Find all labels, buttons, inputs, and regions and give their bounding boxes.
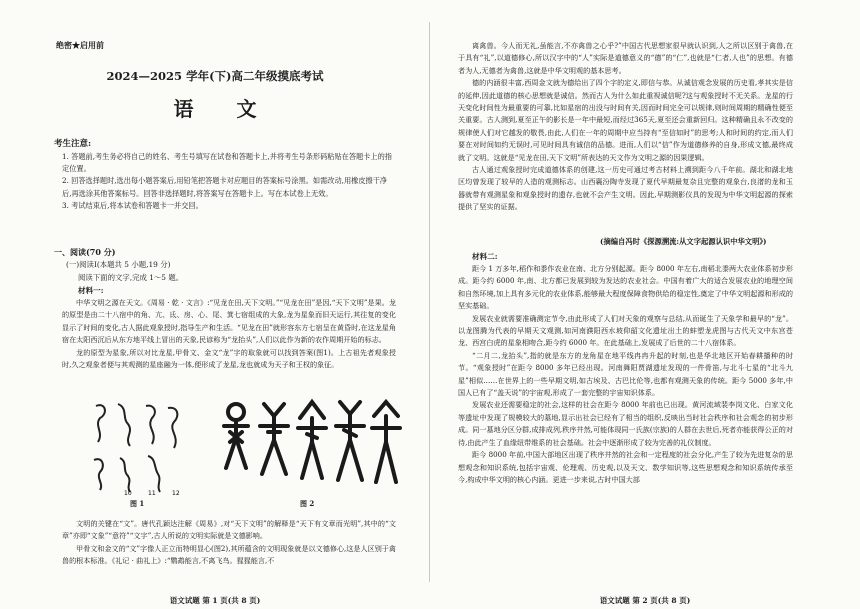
figure-number: 11 — [148, 490, 156, 496]
subsection-heading: (一)阅读Ⅰ(本题共 5 小题,19 分) — [66, 260, 171, 269]
notice-item: 3. 考试结束后,将本试卷和答题卡一并交回。 — [62, 200, 203, 210]
paragraph: 甲骨文和金文的“文”字像人正立而特明显心(图2),其所蕴含的文明现象就是以文德修心,这是人区别于禽兽的根本标准。《礼记 · 曲礼上》:“鹦鹉能言,不离飞鸟。猩猩能言,不 — [62, 543, 396, 566]
figure-1-caption: 图 1 — [130, 499, 145, 508]
material-one-text-continued — [62, 518, 396, 590]
section-heading: 一、阅读(70 分) — [54, 247, 116, 257]
figure-1-dragon-glyphs — [88, 398, 192, 496]
paragraph: 离禽兽。今人而无礼,虽能言,不亦禽兽之心乎?”中国古代思想家很早就认识到,人之所以区别于禽兽,在于具有“礼”,以道德修心,所以汉字中的“人”实际是道德意义的“德”的“仁”,也就是“仁者,人也”的思想。有德者为人,无德者为禽兽,这就是中华文明观的基本思考。 — [458, 41, 793, 75]
exam-title: 2024—2025 学年(下)高二年级摸底考试 — [106, 69, 324, 83]
paragraph: 古人通过观象授时完成道德体系的创建,这一历史可通过考古材料上溯到距今八千年前。湖北和湖北地区均曾发现了较早的人造的观测标志。山西襄汾陶寺发现了夏代早期最复杂且完整的观象台,良渚的龙和玉器就带有观测星象和观象授时的遗存,也就不会产生文明。因此,早期测影仪具的发现为中华文明起源的探索提供了坚实的证据。 — [458, 165, 793, 212]
subject-title: 语 文 — [173, 97, 275, 121]
notice-heading: 考生注意: — [54, 139, 92, 149]
figure-2-wen-glyphs — [218, 398, 404, 498]
material-two-label: 材料二: — [472, 252, 498, 261]
material-two-text — [458, 263, 793, 589]
paragraph: 发展农业就需要准确测定节令,由此形成了人们对天象的观察与总结,从而诞生了天象学和最早的“龙”。以龙图腾为代表的早期天文观测,如河南濮阳西水坡仰韶文化遗址出土的蚌塑龙虎图与古代天文中东宫苍龙、西宫白虎的星象相吻合,距今约 6000 年。在此基础上,发展成了后世的二十八宿体系。 — [458, 313, 793, 348]
paragraph: 距今 1 万多年,稻作和黍作农业在南、北方分别起源。距今 8000 年左右,南稻北黍两大农业体系初步形成。距今约 6000 年,南、北方都已发展到较为发达的农业社会。中国有着广大的适合发展农业的地理空间和自然环境,加上具有多元化的农业体系,能够最大程度保障食物供给的稳定性,奠定了中华文明起源和形成的坚实基础。 — [458, 264, 793, 311]
paragraph: “二月二,龙抬头”,指的就是东方的龙角星在地平线冉冉升起的时刻,也是华北地区开始春耕播种的时节。“观象授时”在距今 8000 多年已经出现。河南舞阳贾湖遗址发现的一件骨笛,与北斗七星的“北斗九星”相似……在世界上的一些早期文明,如古埃及、古巴比伦等,也都有观测天象的传统。距今 5000 多年,中国人已有了“盖天说”的宇宙观,形成了一套完整的宇宙知识体系。 — [458, 350, 793, 398]
source-citation: (摘编自冯时《探源溯流:从文字起源认识中华文明》) — [600, 237, 767, 246]
paragraph: 中华文明之源在天文。《周易 · 乾 · 文言》:“见龙在田,天下文明。”“见龙在田”是因,“天下文明”是果。龙的原型是由二十八宿中的角、亢、氐、房、心、尾、箕七宿组成的大象,龙为星象而旧天运行,其往复的变化显示了时间的变化,古人据此观象授时,指导生产和生活。“见龙在田”就形容东方七宿呈在黄昏时,在这龙星角宿在太阳西沉后从东方地平线上冒出的天象,民谚称为“龙抬头”,人们以此作为新的农作周期开始的标志。 — [62, 298, 396, 345]
notice-list — [62, 151, 394, 212]
paragraph: 文明的关键在“文”。唐代孔颖达注解《周易》,对“天下文明”的解释是“天下有文章而光明”,其中的“文章”亦即“文象”“意符”“文字”,古人所说的文明实际就是文德影响。 — [62, 519, 396, 541]
material-one-text-end — [458, 40, 793, 236]
material-one-text — [62, 297, 396, 397]
confidential-mark: 绝密★启用前 — [56, 40, 104, 50]
reading-instruction: 阅读下面的文字,完成 1～5 题。 — [78, 273, 184, 282]
figure-number: 12 — [172, 490, 180, 496]
material-one-label: 材料一: — [78, 286, 104, 295]
figure-2-caption: 图 2 — [300, 499, 315, 508]
paragraph: 距今 8000 年前,中国大部地区出现了秩序井然的社会和一定程度的社会分化,产生了较为先进复杂的思想观念和知识系统,包括宇宙观、伦理观、历史观,以及天文、数学知识等,这些思想观念和知识系统传承至今,构成中华文明的核心内涵。更进一步来说,古时中国大部 — [458, 450, 793, 484]
page-footer: 语文试题 第 1 页(共 8 页) — [169, 596, 261, 605]
page-2 — [430, 0, 860, 609]
paragraph: 德的内涵很丰富,西周金文就为德给出了四个字的定义,即信与恭。从诚信观念发展的历史看,孝其实是信的延伸,因此道德的核心思想就是诚信。然而古人为什么如此重视诚信呢?这与观象授时不无关系。龙星的行天变化时间性为最重要的可靠,比如星宿的出没与时间有关,因而时间完全可以规律,则时间周期的精确性便至关重要。古人测到,夏至正午的影长是一年中最短,而经过365天,夏至还会重新回归。这种精确且永不改变的规律使人们对它越发的敬畏,由此,人们在一年的周期中应当持有“至信如时”的思考;人和时间的约定,而人们要在对时间如约无误时,可见时间具有诚信的品德。进而,人们以“信”作为道德修养的自身,形成文德,最终成就了文明。这就是“见龙在田,天下文明”所表达的天文作为文明之源的因果逻辑。 — [458, 78, 793, 162]
page-footer: 语文试题 第 2 页(共 8 页) — [599, 596, 691, 605]
notice-item: 2. 回答选择题时,选出每小题答案后,用铅笔把答题卡对应题目的答案标号涂黑。如需改动,用橡皮擦干净后,再选涂其他答案标号。回答非选择题时,将答案写在答题卡上。写在本试卷上无效。 — [62, 176, 388, 198]
paragraph: 发展农业还需要稳定的社会,这样的社会在距今 8000 年前也已出现。黄河流域裴李岗文化、白家文化等遗址中发现了规模较大的墓地,显示出社会已经有了相当的组织,反映出当时社会秩序和社会观念的初步形成。同一墓地分区分群,成排成列,秩序井然,可能体现同一氏族(宗族)的人群在去世后,死者亦能获得公正的对待,由此产生了血缘纽带维系的社会基础。社会中逐渐形成了较为完善的礼仪制度。 — [458, 400, 793, 447]
notice-item: 1. 答题前,考生务必将自己的姓名、考生号填写在试卷和答题卡上,并将考生号条形码粘贴在答题卡上的指定位置。 — [62, 152, 392, 174]
paragraph: 龙的原型为星象,所以对比龙星,甲骨文、金文“龙”字的取象就可以找到答案(图1)。上古祖先者观象授时,久之观象者便与其观测的星座融为一体,便形成了龙星,龙也就成为天子和王权的象征。 — [62, 347, 396, 370]
figure-number: 10 — [124, 490, 132, 496]
